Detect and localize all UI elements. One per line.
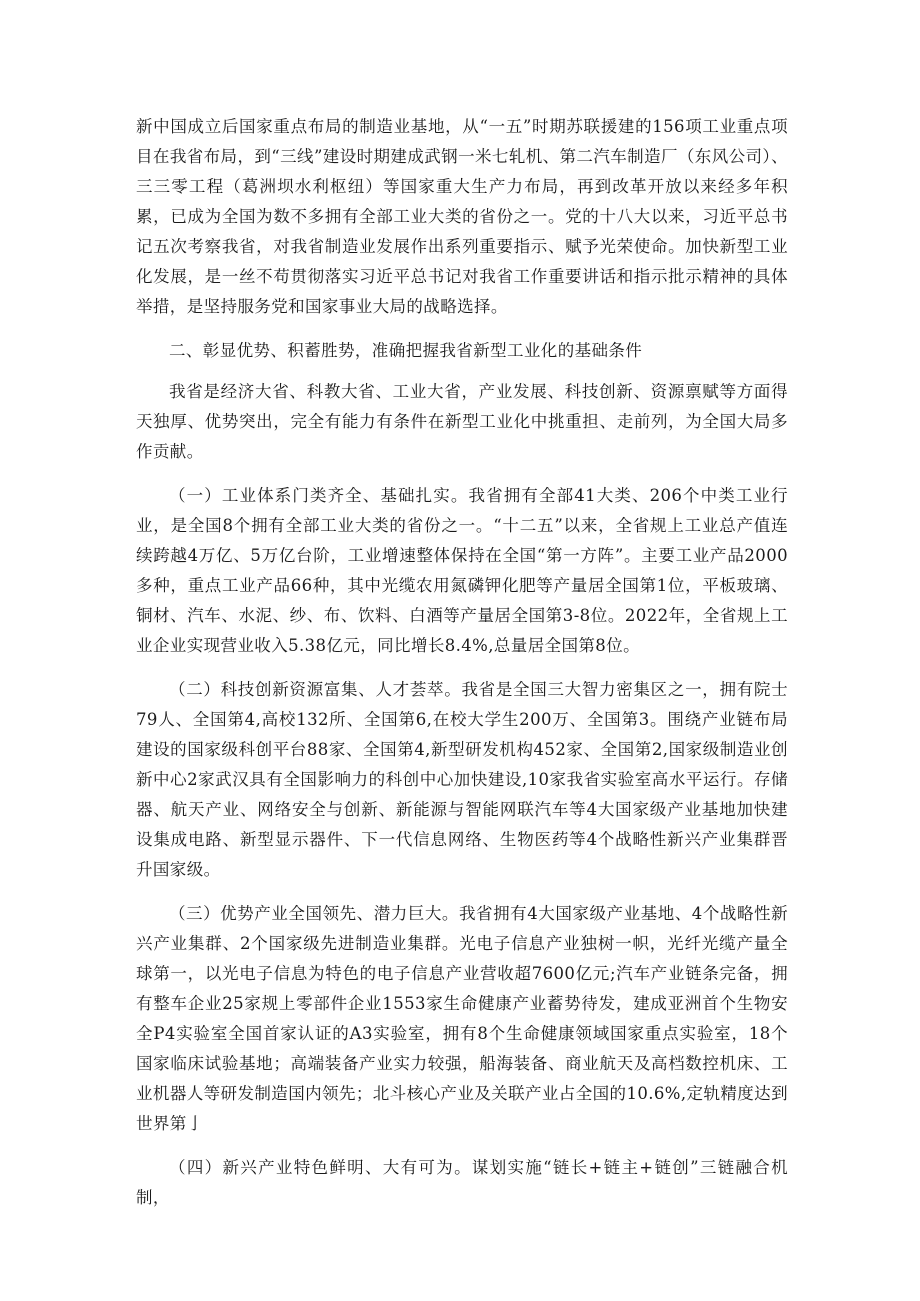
industrial-system-paragraph: （一）工业体系门类齐全、基础扎实。我省拥有全部41大类、206个中类工业行业，是全国8个拥有全部工业大类的省份之一。“十二五”以来，全省规上工业总产值连续跨越4万亿、5万亿台阶，工业增速整体保持在全国“第一方阵”。主要工业产品2000多种，重点工业产品66种，其中光缆农用氮磷钾化肥等产量居全国第1位，平板玻璃、铜材、汽车、水泥、纱、布、饮料、白酒等产量居全国第3-8位。2022年，全省规上工业企业实现营业收入5.38亿元，同比增长8.4%,总量居全国第8位。 [136,486,788,655]
overview-paragraph: 我省是经济大省、科教大省、工业大省，产业发展、科技创新、资源禀赋等方面得天独厚、优势突出，完全有能力有条件在新型工业化中挑重担、走前列，为全国大局多作贡献。 [136,382,788,461]
intro-paragraph: 新中国成立后国家重点布局的制造业基地，从“一五”时期苏联援建的156项工业重点项目在我省布局，到“三线”建设时期建成武钢一米七轧机、第二汽车制造厂（东风公司）、三三零工程（葛洲坝水利枢纽）等国家重大生产力布局，再到改革开放以来经多年积累，已成为全国为数不多拥有全部工业大类的省份之一。党的十八大以来，习近平总书记五次考察我省，对我省制造业发展作出系列重要指示、赋予光荣使命。加快新型工业化发展，是一丝不苟贯彻落实习近平总书记对我省工作重要讲话和指示批示精神的具体举措，是坚持服务党和国家事业大局的战略选择。 [136,117,788,316]
section-heading: 二、彰显优势、积蓄胜势，准确把握我省新型工业化的基础条件 [169,341,643,360]
document-page [136,112,788,1213]
advantage-industries-paragraph: （三）优势产业全国领先、潜力巨大。我省拥有4大国家级产业基地、4个战略性新兴产业集群、2个国家级先进制造业集群。光电子信息产业独树一帜，光纤光缆产量全球第一，以光电子信息为特色的电子信息产业营收超7600亿元;汽车产业链条完备，拥有整车企业25家规上零部件企业1553家生命健康产业蓄势待发，建成亚洲首个生物安全P4实验室全国首家认证的A3实验室，拥有8个生命健康领域国家重点实验室，18个国家临床试验基地；高端装备产业实力较强，船海装备、商业航天及高档数控机床、工业机器人等研发制造国内领先；北斗核心产业及关联产业占全国的10.6%,定轨精度达到世界第亅 [136,904,788,1133]
innovation-resources-paragraph: （二）科技创新资源富集、人才荟萃。我省是全国三大智力密集区之一，拥有院士79人、全国第4,高校132所、全国第6,在校大学生200万、全国第3。围绕产业链布局建设的国家级科创平台88家、全国第4,新型研发机构452家、全国第2,国家级制造业创新中心2家武汉具有全国影响力的科创中心加快建设,10家我省实验室高水平运行。存储器、航天产业、网络安全与创新、新能源与智能网联汽车等4大国家级产业基地加快建设集成电路、新型显示器件、下一代信息网络、生物医药等4个战略性新兴产业集群晋升国家级。 [136,680,788,879]
emerging-industries-paragraph: （四）新兴产业特色鲜明、大有可为。谋划实施“链长+链主+链创”三链融合机制， [136,1158,788,1207]
